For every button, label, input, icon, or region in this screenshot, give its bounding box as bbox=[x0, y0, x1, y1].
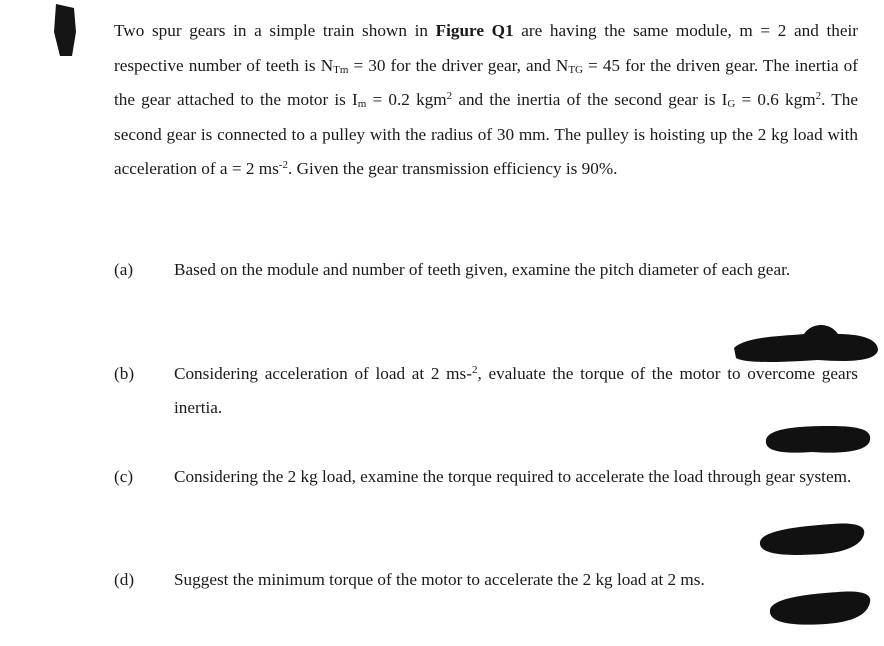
intro-text-6: and the inertia of the second gear is I bbox=[452, 90, 728, 109]
redaction-mark-b bbox=[726, 318, 884, 370]
superscript-2a: 2 bbox=[446, 90, 453, 102]
question-a-label: (a) bbox=[114, 260, 134, 279]
problem-statement bbox=[114, 14, 858, 187]
question-d-text: Suggest the minimum torque of the motor to accelerate the 2 kg load at 2 ms. bbox=[174, 570, 705, 589]
subscript-g: G bbox=[727, 98, 736, 110]
superscript-2b: 2 bbox=[815, 90, 822, 102]
redaction-mark-e bbox=[764, 586, 876, 630]
intro-text-3: = 30 for the driver gear, and N bbox=[348, 55, 569, 75]
subscript-tm: Tm bbox=[333, 63, 349, 76]
question-b-superscript: 2 bbox=[471, 364, 478, 376]
subscript-m: m bbox=[357, 98, 367, 110]
redaction-mark-c bbox=[760, 422, 876, 456]
subscript-tg: TG bbox=[568, 63, 583, 76]
intro-text-2: are having the same module, m = 2 and their respective number of teeth is N bbox=[114, 21, 858, 75]
question-a-text: Based on the module and number of teeth given, examine the pitch diameter of each gear. bbox=[174, 260, 791, 279]
intro-text-1: Two spur gears in a simple train shown in bbox=[114, 21, 436, 40]
intro-text-5: = 0.2 kgm bbox=[366, 90, 447, 109]
redaction-mark-left bbox=[52, 2, 82, 58]
question-c-text: Considering the 2 kg load, examine the torque required to accelerate the load through gear system. bbox=[174, 467, 852, 486]
question-b-text-after: , evaluate the torque of the motor to overcome gears inertia. bbox=[174, 364, 858, 417]
superscript-neg2: -2 bbox=[278, 159, 288, 171]
intro-text-7: = 0.6 kgm bbox=[735, 90, 816, 109]
question-b-text-before: Considering acceleration of load at 2 ms- bbox=[174, 364, 472, 383]
intro-text-8: . The second gear is connected to a pulley with the radius of 30 mm. The pulley is hoisting up the 2 kg load with acceleration of a = 2 ms bbox=[114, 90, 859, 178]
intro-text-9: . Given the gear transmission efficiency is 90%. bbox=[287, 159, 618, 178]
question-b-label: (b) bbox=[114, 364, 135, 383]
question-c-label: (c) bbox=[114, 467, 134, 486]
question-d-label: (d) bbox=[114, 570, 135, 589]
intro-text-4: = 45 for the driven gear. The inertia of the gear attached to the motor is I bbox=[114, 55, 858, 109]
figure-reference: Figure Q1 bbox=[435, 21, 514, 40]
redaction-mark-d bbox=[752, 518, 870, 560]
